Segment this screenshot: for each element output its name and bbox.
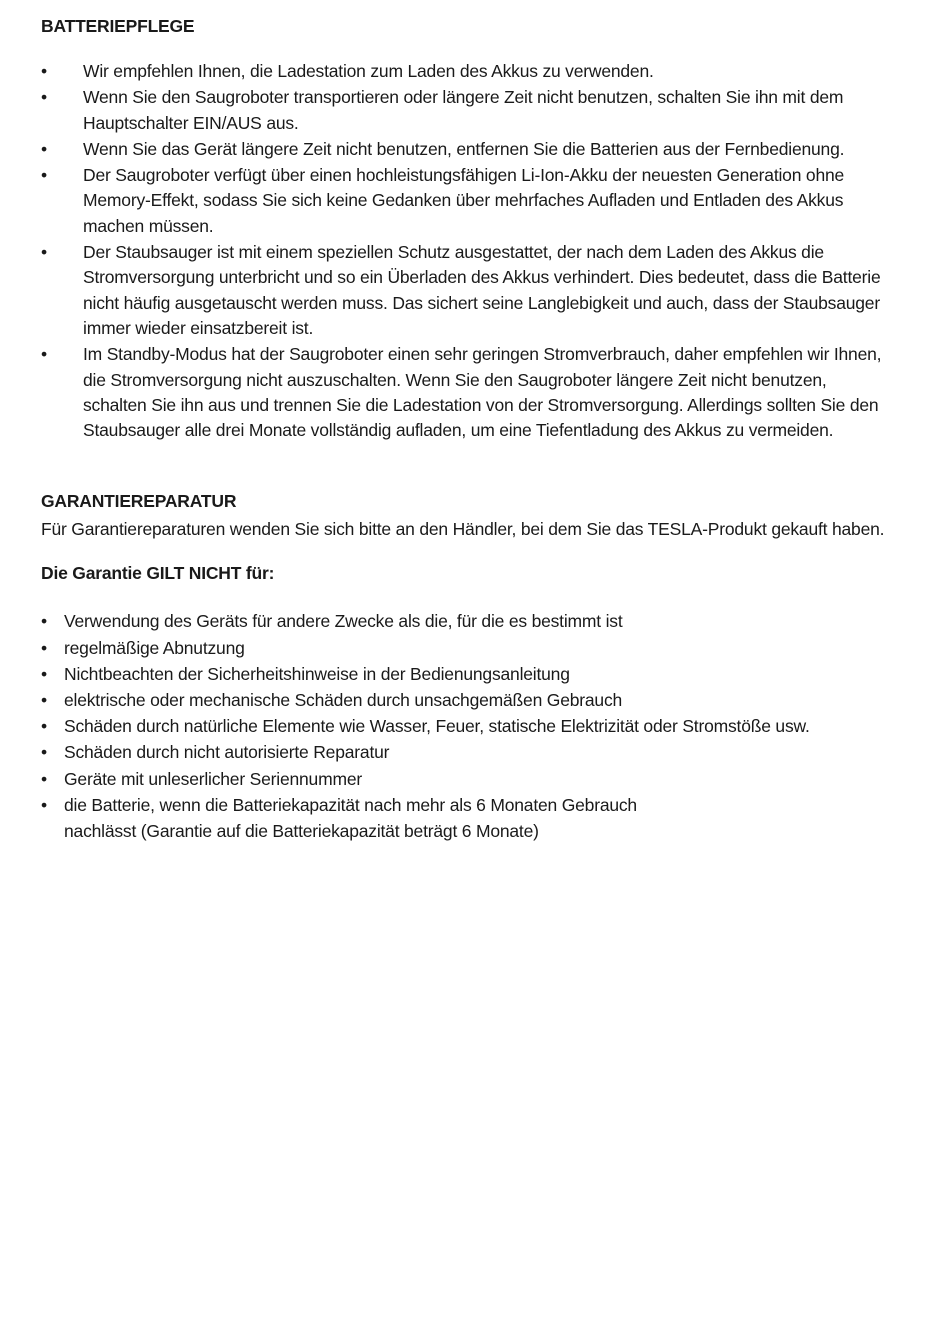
list-item: [41, 240, 891, 341]
list-item-text: Schäden durch nicht autorisierte Reparatur: [64, 742, 390, 763]
list-item-text: Im Standby-Modus hat der Saugroboter einen sehr geringen Stromverbrauch, daher empfehlen wir Ihnen, die Stromversorgung nicht auszuschalten. Wenn Sie den Saugroboter längere Zeit nicht benutzen, schalten Sie ihn aus und trennen Sie die Ladestation von der Stromversorgung. Allerdings sollten Sie den Staubsauger alle drei Monate vollständig aufladen, um eine Tiefentladung des Akkus zu vermeiden.: [83, 344, 882, 441]
list-item: [41, 687, 891, 713]
list-item-text: Wenn Sie den Saugroboter transportieren oder längere Zeit nicht benutzen, schalten Sie ihn mit dem Hauptschalter EIN/AUS aus.: [83, 87, 844, 133]
bullet-icon: •: [41, 690, 47, 711]
list-item-text: Der Staubsauger ist mit einem speziellen Schutz ausgestattet, der nach dem Laden des Akkus die Stromversorgung unterbricht und so ein Überladen des Akkus verhindert. Dies bedeutet, dass die Batterie nicht häufig ausgetauscht werden muss. Das sichert seine Langlebigkeit und auch, dass der Staubsauger immer wieder einsatzbereit ist.: [83, 242, 881, 338]
bullet-icon: •: [41, 611, 47, 632]
bullet-icon: •: [41, 165, 47, 186]
list-item-text: Verwendung des Geräts für andere Zwecke als die, für die es bestimmt ist: [64, 611, 623, 632]
battery-care-heading: BATTERIEPFLEGE: [41, 16, 195, 36]
bullet-icon: •: [41, 716, 47, 737]
list-item-text: Schäden durch natürliche Elemente wie Wasser, Feuer, statische Elektrizität oder Stromstöße usw.: [64, 716, 810, 737]
list-item: [41, 608, 891, 634]
list-item: [41, 137, 891, 162]
list-item: [41, 635, 891, 661]
list-item: [41, 85, 891, 136]
list-item: [41, 59, 891, 84]
bullet-icon: •: [41, 344, 47, 365]
bullet-icon: •: [41, 87, 47, 108]
bullet-icon: •: [41, 242, 47, 263]
list-item-text-line-1: die Batterie, wenn die Batteriekapazität nach mehr als 6 Monaten Gebrauch: [64, 794, 637, 815]
bullet-icon: •: [41, 794, 47, 815]
bullet-icon: •: [41, 768, 47, 789]
bullet-icon: •: [41, 138, 47, 159]
list-item-text: Der Saugroboter verfügt über einen hochleistungsfähigen Li-Ion-Akku der neuesten Generation ohne Memory-Effekt, sodass Sie sich keine Gedanken über mehrfaches Aufladen und Entladen des Akkus machen müssen.: [83, 165, 845, 236]
bullet-icon: •: [41, 663, 47, 684]
document-page: [41, 14, 891, 844]
list-item-text: Geräte mit unleserlicher Seriennummer: [64, 768, 362, 789]
list-item-text: regelmäßige Abnutzung: [64, 637, 245, 658]
warranty-exclusions-heading: Die Garantie GILT NICHT für:: [41, 563, 275, 584]
warranty-exclusions-list: [41, 608, 891, 844]
list-item-text: Wenn Sie das Gerät längere Zeit nicht benutzen, entfernen Sie die Batterien aus der Fernbedienung.: [83, 138, 845, 159]
list-item: [41, 739, 891, 765]
list-item: [41, 342, 891, 443]
battery-care-list: [41, 59, 891, 443]
list-item: [41, 163, 891, 239]
list-item: [41, 766, 891, 792]
list-item-text: Nichtbeachten der Sicherheitshinweise in der Bedienungsanleitung: [64, 663, 570, 684]
bullet-icon: •: [41, 742, 47, 763]
list-item-text: elektrische oder mechanische Schäden durch unsachgemäßen Gebrauch: [64, 690, 623, 711]
bullet-icon: •: [41, 637, 47, 658]
warranty-heading: GARANTIEREPARATUR: [41, 491, 237, 512]
warranty-intro: Für Garantiereparaturen wenden Sie sich bitte an den Händler, bei dem Sie das TESLA-Produkt gekauft haben.: [41, 519, 885, 540]
list-item: [41, 792, 891, 844]
bullet-icon: •: [41, 61, 47, 81]
list-item-text-line-2: nachlässt (Garantie auf die Batteriekapazität beträgt 6 Monate): [64, 821, 539, 842]
list-item: [41, 661, 891, 687]
warranty-section: [41, 489, 891, 844]
list-item: [41, 713, 891, 739]
list-item-text: Wir empfehlen Ihnen, die Ladestation zum Laden des Akkus zu verwenden.: [83, 61, 654, 81]
